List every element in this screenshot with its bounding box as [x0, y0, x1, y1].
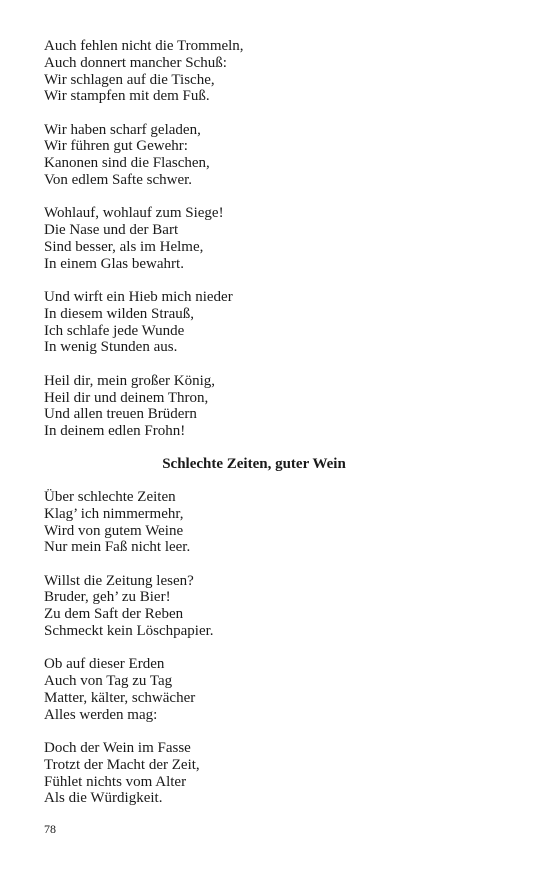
stanza: [44, 489, 464, 556]
verse-line: Wird von gutem Weine: [44, 522, 184, 539]
verse-line: Auch von Tag zu Tag: [44, 673, 173, 690]
stanza: [44, 573, 464, 640]
verse-line: Ob auf dieser Erden: [44, 656, 165, 673]
verse-line: Und wirft ein Hieb mich nieder: [44, 289, 233, 306]
stanza: [44, 740, 464, 807]
verse-line: Trotzt der Macht der Zeit,: [44, 756, 200, 773]
verse-line: Alles werden mag:: [44, 706, 158, 723]
stanza: [44, 656, 464, 723]
verse-line: Die Nase und der Bart: [44, 222, 179, 239]
verse-line: Kanonen sind die Flaschen,: [44, 155, 210, 172]
verse-line: Und allen treuen Brüdern: [44, 406, 197, 423]
page-number: 78: [44, 822, 56, 836]
verse-line: Heil dir, mein großer König,: [44, 372, 216, 389]
verse-line: Willst die Zeitung lesen?: [44, 572, 194, 589]
poem-continued: [44, 38, 464, 440]
stanza: [44, 122, 464, 189]
verse-line: Wohlauf, wohlauf zum Siege!: [44, 205, 224, 222]
verse-line: Matter, kälter, schwächer: [44, 689, 196, 706]
verse-line: In deinem edlen Frohn!: [44, 423, 186, 440]
verse-line: Nur mein Faß nicht leer.: [44, 539, 191, 556]
verse-line: In diesem wilden Strauß,: [44, 305, 194, 322]
verse-line: Von edlem Safte schwer.: [44, 172, 193, 189]
verse-line: Als die Würdigkeit.: [44, 790, 163, 807]
verse-line: Doch der Wein im Fasse: [44, 740, 191, 756]
verse-line: Ich schlafe jede Wunde: [44, 322, 185, 339]
page-content: [44, 38, 464, 807]
poem-title: Schlechte Zeiten, guter Wein: [162, 455, 346, 472]
stanza: [44, 373, 464, 440]
verse-line: In einem Glas bewahrt.: [44, 255, 184, 272]
verse-line: In wenig Stunden aus.: [44, 339, 178, 356]
verse-line: Wir haben scharf geladen,: [44, 121, 201, 138]
verse-line: Sind besser, als im Helme,: [44, 238, 204, 255]
verse-line: Wir stampfen mit dem Fuß.: [44, 88, 210, 105]
poem-schlechte-zeiten: [44, 489, 464, 807]
verse-line: Klag’ ich nimmermehr,: [44, 505, 184, 522]
verse-line: Auch donnert mancher Schuß:: [44, 54, 227, 71]
verse-line: Bruder, geh’ zu Bier!: [44, 589, 171, 606]
verse-line: Wir schlagen auf die Tische,: [44, 71, 215, 88]
verse-line: Wir führen gut Gewehr:: [44, 138, 188, 155]
verse-line: Auch fehlen nicht die Trommeln,: [44, 38, 244, 54]
verse-line: Zu dem Saft der Reben: [44, 606, 184, 623]
verse-line: Schmeckt kein Löschpapier.: [44, 623, 214, 640]
stanza: [44, 289, 464, 356]
verse-line: Fühlet nichts vom Alter: [44, 773, 187, 790]
stanza: [44, 38, 464, 105]
verse-line: Heil dir und deinem Thron,: [44, 389, 209, 406]
stanza: [44, 205, 464, 272]
verse-line: Über schlechte Zeiten: [44, 488, 176, 505]
